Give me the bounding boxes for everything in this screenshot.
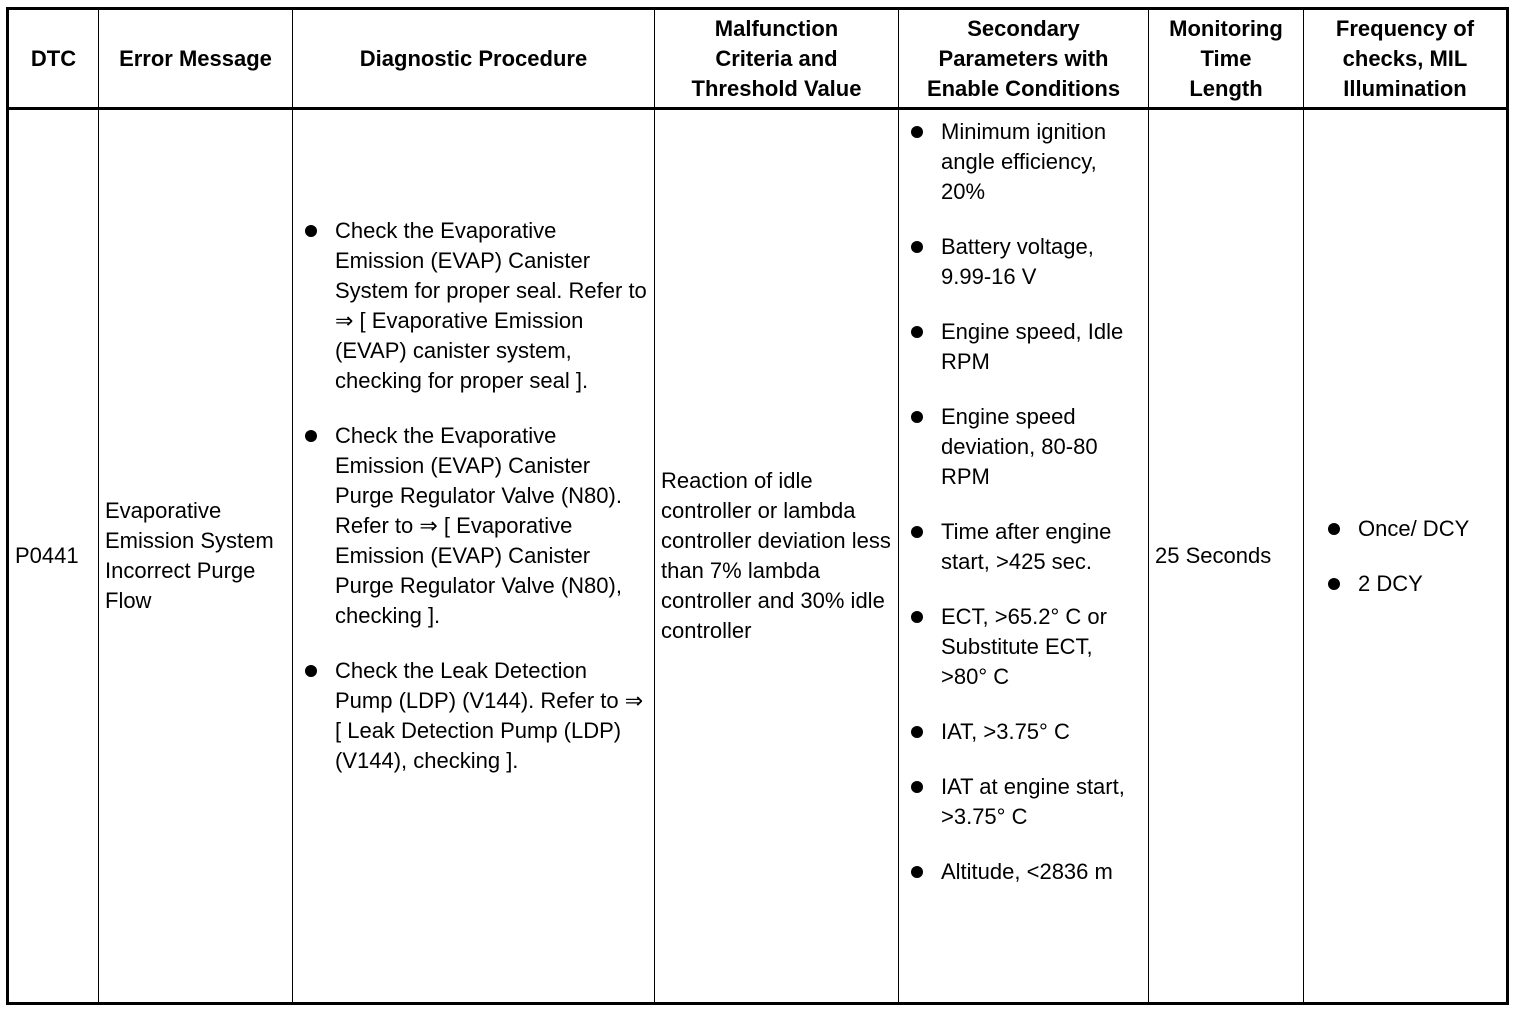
header-monitoring-time (1149, 9, 1304, 109)
header-line: Frequency of (1335, 15, 1475, 41)
header-line: Monitoring (1169, 15, 1283, 41)
parameter-item: Battery voltage, 9.99-16 V (905, 232, 1142, 292)
dtc-table (6, 7, 1509, 1005)
frequency-item: 2 DCY (1322, 569, 1500, 599)
parameter-item: Time after engine start, >425 sec. (905, 517, 1142, 577)
parameter-item: Engine speed, Idle RPM (905, 317, 1142, 377)
header-malfunction-criteria (655, 9, 899, 109)
parameter-item: IAT at engine start, >3.75° C (905, 772, 1142, 832)
table-header (8, 9, 1508, 109)
frequency-item: Once/ DCY (1322, 514, 1500, 544)
header-line: Malfunction (714, 15, 839, 41)
header-row (8, 9, 1508, 109)
header-line: Threshold Value (691, 75, 862, 101)
parameter-item: Minimum ignition angle efficiency, 20% (905, 117, 1142, 207)
header-line: checks, MIL (1342, 45, 1468, 71)
header-line: Time (1200, 45, 1252, 71)
parameter-item: Engine speed deviation, 80-80 RPM (905, 402, 1142, 492)
procedure-item: Check the Evaporative Emission (EVAP) Canister System for proper seal. Refer to ⇒ [ Evaporative Emission (EVAP) canister system, checking for proper seal ]. (299, 216, 648, 396)
cell-error-message: Evaporative Emission System Incorrect Purge Flow (99, 109, 293, 1004)
cell-monitoring-time: 25 Seconds (1149, 109, 1304, 1004)
header-line: Parameters with (938, 45, 1109, 71)
header-error-message: Error Message (99, 9, 293, 109)
procedure-item: Check the Leak Detection Pump (LDP) (V144). Refer to ⇒ [ Leak Detection Pump (LDP) (V144), checking ]. (299, 656, 648, 776)
parameter-list (905, 117, 1142, 887)
parameter-item: IAT, >3.75° C (905, 717, 1142, 747)
header-line: Length (1189, 75, 1263, 101)
cell-dtc-code: P0441 (8, 109, 99, 1004)
cell-malfunction-criteria: Reaction of idle controller or lambda controller deviation less than 7% lambda controller and 30% idle controller (655, 109, 899, 1004)
header-diagnostic-procedure: Diagnostic Procedure (293, 9, 655, 109)
parameter-item: ECT, >65.2° C or Substitute ECT, >80° C (905, 602, 1142, 692)
frequency-list (1310, 514, 1500, 599)
cell-diagnostic-procedure (293, 109, 655, 1004)
header-frequency (1304, 9, 1508, 109)
header-line: Enable Conditions (926, 75, 1121, 101)
procedure-item: Check the Evaporative Emission (EVAP) Canister Purge Regulator Valve (N80). Refer to ⇒ [ Evaporative Emission (EVAP) Canister Purge Regulator Valve (N80), checking ]. (299, 421, 648, 631)
cell-secondary-parameters (899, 109, 1149, 1004)
header-dtc: DTC (8, 9, 99, 109)
table-body (8, 109, 1508, 1004)
header-line: Criteria and (715, 45, 838, 71)
header-secondary-parameters (899, 9, 1149, 109)
header-line: Illumination (1343, 75, 1467, 101)
parameter-item: Altitude, <2836 m (905, 857, 1142, 887)
cell-frequency (1304, 109, 1508, 1004)
procedure-list (299, 216, 648, 776)
header-line: Secondary (967, 15, 1080, 41)
table-row (8, 109, 1508, 1004)
